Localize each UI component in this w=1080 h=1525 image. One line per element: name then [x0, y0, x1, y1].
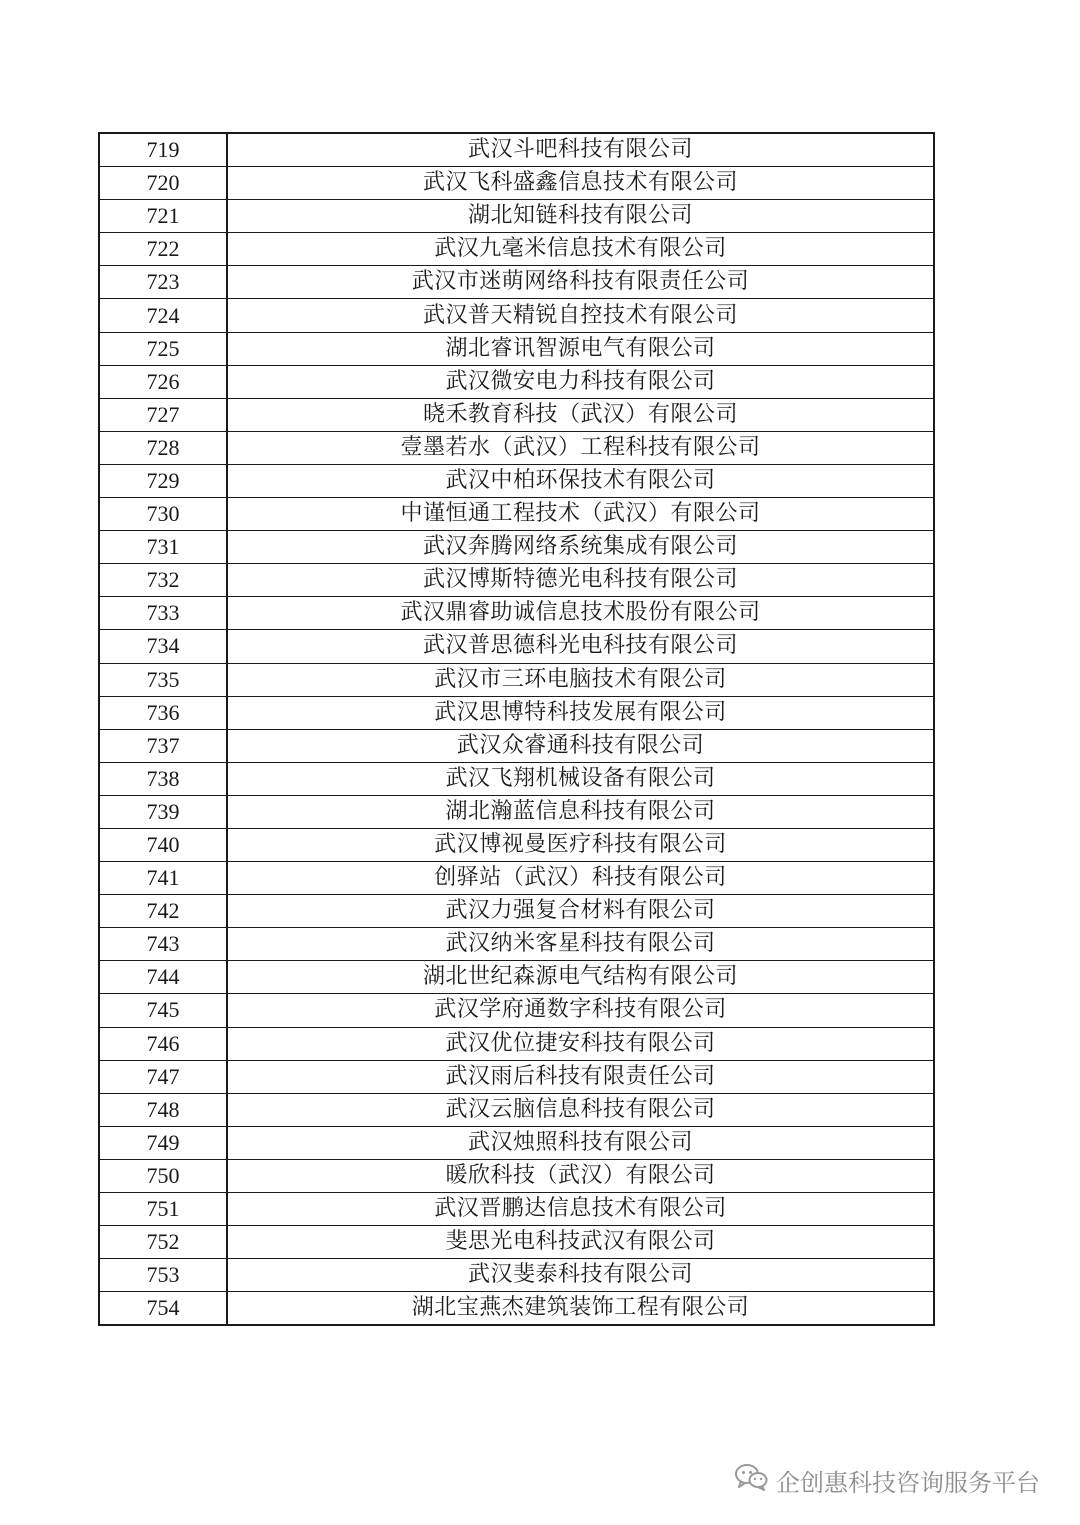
company-name: 晓禾教育科技（武汉）有限公司	[227, 398, 934, 431]
row-number: 723	[99, 266, 227, 299]
table-row	[99, 266, 934, 299]
row-number: 741	[99, 862, 227, 895]
table-row	[99, 233, 934, 266]
row-number: 733	[99, 597, 227, 630]
company-name: 武汉雨后科技有限责任公司	[227, 1060, 934, 1093]
table-row	[99, 1126, 934, 1159]
company-name: 武汉博斯特德光电科技有限公司	[227, 564, 934, 597]
table-row	[99, 1027, 934, 1060]
company-name: 武汉鼎睿助诚信息技术股份有限公司	[227, 597, 934, 630]
watermark	[734, 1462, 1040, 1498]
table-row	[99, 498, 934, 531]
row-number: 734	[99, 630, 227, 663]
company-name: 武汉众睿通科技有限公司	[227, 729, 934, 762]
table-row	[99, 365, 934, 398]
company-name: 武汉九毫米信息技术有限公司	[227, 233, 934, 266]
table-row	[99, 762, 934, 795]
row-number: 748	[99, 1093, 227, 1126]
table-body	[99, 133, 934, 1325]
company-name: 武汉中柏环保技术有限公司	[227, 464, 934, 497]
row-number: 742	[99, 895, 227, 928]
company-name: 武汉力强复合材料有限公司	[227, 895, 934, 928]
table-row	[99, 1226, 934, 1259]
table-row	[99, 795, 934, 828]
table-row	[99, 167, 934, 200]
row-number: 745	[99, 994, 227, 1027]
row-number: 743	[99, 928, 227, 961]
company-list-table	[98, 132, 935, 1326]
row-number: 749	[99, 1126, 227, 1159]
company-name: 武汉普天精锐自控技术有限公司	[227, 299, 934, 332]
row-number: 729	[99, 464, 227, 497]
table-row	[99, 895, 934, 928]
company-name: 湖北世纪森源电气结构有限公司	[227, 961, 934, 994]
company-name: 中谨恒通工程技术（武汉）有限公司	[227, 498, 934, 531]
row-number: 731	[99, 531, 227, 564]
company-name: 武汉市迷萌网络科技有限责任公司	[227, 266, 934, 299]
table-row	[99, 696, 934, 729]
row-number: 726	[99, 365, 227, 398]
company-name: 武汉普思德科光电科技有限公司	[227, 630, 934, 663]
row-number: 728	[99, 431, 227, 464]
company-name: 武汉学府通数字科技有限公司	[227, 994, 934, 1027]
table-row	[99, 1060, 934, 1093]
row-number: 725	[99, 332, 227, 365]
table-row	[99, 663, 934, 696]
company-name: 湖北瀚蓝信息科技有限公司	[227, 795, 934, 828]
company-name: 武汉思博特科技发展有限公司	[227, 696, 934, 729]
company-name: 武汉飞科盛鑫信息技术有限公司	[227, 167, 934, 200]
table-row	[99, 729, 934, 762]
table-row	[99, 1193, 934, 1226]
watermark-text: 企创惠科技咨询服务平台	[776, 1468, 1040, 1497]
row-number: 722	[99, 233, 227, 266]
row-number: 752	[99, 1226, 227, 1259]
company-name: 武汉晋鹏达信息技术有限公司	[227, 1193, 934, 1226]
row-number: 753	[99, 1259, 227, 1292]
table-row	[99, 961, 934, 994]
table-row	[99, 133, 934, 167]
row-number: 740	[99, 828, 227, 861]
table-row	[99, 1159, 934, 1192]
row-number: 730	[99, 498, 227, 531]
table-row	[99, 994, 934, 1027]
company-name: 武汉云脑信息科技有限公司	[227, 1093, 934, 1126]
row-number: 732	[99, 564, 227, 597]
table-row	[99, 431, 934, 464]
company-name: 创驿站（武汉）科技有限公司	[227, 862, 934, 895]
table-row	[99, 1292, 934, 1326]
table-row	[99, 862, 934, 895]
row-number: 751	[99, 1193, 227, 1226]
row-number: 736	[99, 696, 227, 729]
row-number: 735	[99, 663, 227, 696]
table-row	[99, 299, 934, 332]
company-name: 武汉优位捷安科技有限公司	[227, 1027, 934, 1060]
table-row	[99, 564, 934, 597]
table-row	[99, 332, 934, 365]
company-name: 斐思光电科技武汉有限公司	[227, 1226, 934, 1259]
company-name: 武汉飞翔机械设备有限公司	[227, 762, 934, 795]
table-row	[99, 630, 934, 663]
table-row	[99, 928, 934, 961]
row-number: 744	[99, 961, 227, 994]
company-name: 暖欣科技（武汉）有限公司	[227, 1159, 934, 1192]
table-row	[99, 398, 934, 431]
row-number: 727	[99, 398, 227, 431]
table-row	[99, 597, 934, 630]
row-number: 739	[99, 795, 227, 828]
company-name: 壹墨若水（武汉）工程科技有限公司	[227, 431, 934, 464]
row-number: 754	[99, 1292, 227, 1326]
row-number: 720	[99, 167, 227, 200]
wechat-icon	[734, 1462, 768, 1498]
table-row	[99, 828, 934, 861]
company-name: 湖北睿讯智源电气有限公司	[227, 332, 934, 365]
company-name: 武汉烛照科技有限公司	[227, 1126, 934, 1159]
company-name: 武汉奔腾网络系统集成有限公司	[227, 531, 934, 564]
table-row	[99, 1093, 934, 1126]
table-row	[99, 531, 934, 564]
row-number: 737	[99, 729, 227, 762]
company-name: 湖北宝燕杰建筑装饰工程有限公司	[227, 1292, 934, 1326]
row-number: 738	[99, 762, 227, 795]
row-number: 750	[99, 1159, 227, 1192]
row-number: 719	[99, 133, 227, 167]
row-number: 724	[99, 299, 227, 332]
table-row	[99, 464, 934, 497]
company-name: 武汉微安电力科技有限公司	[227, 365, 934, 398]
row-number: 746	[99, 1027, 227, 1060]
table-row	[99, 200, 934, 233]
company-name: 湖北知链科技有限公司	[227, 200, 934, 233]
company-name: 武汉斗吧科技有限公司	[227, 133, 934, 167]
row-number: 747	[99, 1060, 227, 1093]
row-number: 721	[99, 200, 227, 233]
company-name: 武汉市三环电脑技术有限公司	[227, 663, 934, 696]
company-name: 武汉纳米客星科技有限公司	[227, 928, 934, 961]
company-name: 武汉博视曼医疗科技有限公司	[227, 828, 934, 861]
company-name: 武汉斐泰科技有限公司	[227, 1259, 934, 1292]
table-row	[99, 1259, 934, 1292]
